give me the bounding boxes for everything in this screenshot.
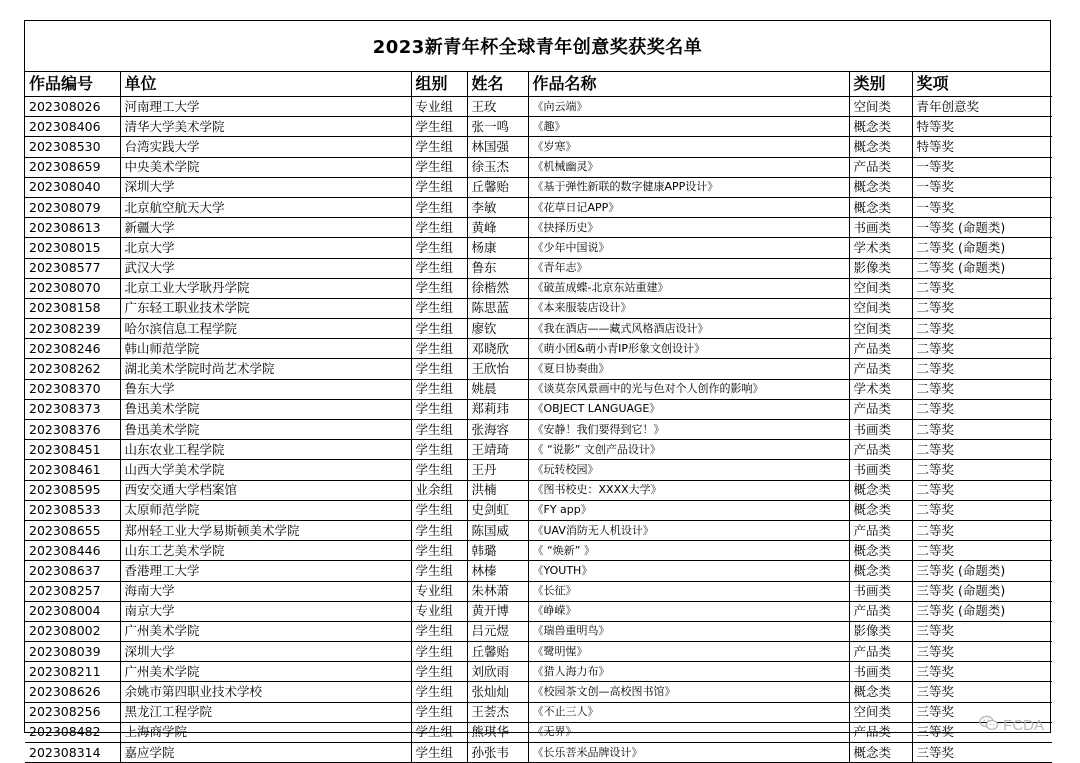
cell-name: 黄开博	[467, 601, 528, 621]
cell-group: 学生组	[411, 298, 467, 318]
header-id: 作品编号	[25, 72, 120, 97]
cell-id: 202308530	[25, 137, 120, 157]
cell-id: 202308370	[25, 379, 120, 399]
cell-name: 熊琪华	[467, 722, 528, 742]
cell-award: 青年创意奖	[912, 97, 1052, 117]
cell-work: 《 “焕新” 》	[528, 541, 849, 561]
cell-name: 鲁东	[467, 258, 528, 278]
cell-award: 一等奖	[912, 157, 1052, 177]
cell-unit: 清华大学美术学院	[120, 117, 411, 137]
cell-group: 学生组	[411, 682, 467, 702]
cell-name: 张一鸣	[467, 117, 528, 137]
cell-unit: 河南理工大学	[120, 97, 411, 117]
cell-id: 202308246	[25, 339, 120, 359]
cell-award: 二等奖	[912, 359, 1052, 379]
cell-group: 学生组	[411, 541, 467, 561]
cell-unit: 鲁迅美术学院	[120, 399, 411, 419]
cell-category: 产品类	[849, 359, 912, 379]
table-row	[25, 621, 1052, 641]
table-row	[25, 298, 1052, 318]
cell-work: 《抉择历史》	[528, 218, 849, 238]
cell-award: 二等奖	[912, 339, 1052, 359]
cell-category: 产品类	[849, 157, 912, 177]
table-row	[25, 420, 1052, 440]
cell-category: 书画类	[849, 460, 912, 480]
cell-award: 三等奖	[912, 743, 1052, 763]
table-row	[25, 278, 1052, 298]
cell-work: 《岁寒》	[528, 137, 849, 157]
table-row	[25, 137, 1052, 157]
cell-name: 王靖琦	[467, 440, 528, 460]
cell-name: 李敏	[467, 197, 528, 217]
cell-award: 二等奖	[912, 379, 1052, 399]
table-row	[25, 520, 1052, 540]
cell-work: 《 “说影” 文创产品设计》	[528, 440, 849, 460]
cell-unit: 韩山师范学院	[120, 339, 411, 359]
page-title: 2023新青年杯全球青年创意奖获奖名单	[25, 21, 1050, 72]
table-row	[25, 97, 1052, 117]
table-row	[25, 399, 1052, 419]
cell-work: 《UAV消防无人机设计》	[528, 520, 849, 540]
table-row	[25, 500, 1052, 520]
cell-name: 王荟杰	[467, 702, 528, 722]
cell-group: 学生组	[411, 278, 467, 298]
cell-name: 王丹	[467, 460, 528, 480]
table-row	[25, 460, 1052, 480]
cell-category: 空间类	[849, 97, 912, 117]
cell-name: 刘欣雨	[467, 662, 528, 682]
header-work: 作品名称	[528, 72, 849, 97]
cell-name: 黄峰	[467, 218, 528, 238]
cell-id: 202308373	[25, 399, 120, 419]
cell-id: 202308257	[25, 581, 120, 601]
cell-unit: 太原师范学院	[120, 500, 411, 520]
cell-award: 二等奖	[912, 500, 1052, 520]
cell-id: 202308637	[25, 561, 120, 581]
cell-id: 202308004	[25, 601, 120, 621]
cell-unit: 武汉大学	[120, 258, 411, 278]
cell-group: 学生组	[411, 743, 467, 763]
cell-group: 学生组	[411, 117, 467, 137]
cell-name: 徐玉杰	[467, 157, 528, 177]
cell-unit: 余姚市第四职业技术学校	[120, 682, 411, 702]
cell-category: 产品类	[849, 440, 912, 460]
cell-name: 陈思蓝	[467, 298, 528, 318]
cell-id: 202308256	[25, 702, 120, 722]
cell-name: 张灿灿	[467, 682, 528, 702]
cell-work: 《长乐菩米品牌设计》	[528, 743, 849, 763]
table-row	[25, 319, 1052, 339]
cell-group: 学生组	[411, 520, 467, 540]
cell-unit: 黑龙江工程学院	[120, 702, 411, 722]
cell-category: 概念类	[849, 117, 912, 137]
cell-award: 一等奖	[912, 177, 1052, 197]
cell-unit: 山东工艺美术学院	[120, 541, 411, 561]
cell-award: 一等奖	[912, 197, 1052, 217]
cell-group: 学生组	[411, 177, 467, 197]
cell-group: 学生组	[411, 642, 467, 662]
cell-award: 二等奖	[912, 319, 1052, 339]
header-group: 组别	[411, 72, 467, 97]
cell-name: 张海容	[467, 420, 528, 440]
cell-award: 三等奖	[912, 702, 1052, 722]
cell-group: 专业组	[411, 97, 467, 117]
cell-id: 202308613	[25, 218, 120, 238]
cell-id: 202308451	[25, 440, 120, 460]
cell-work: 《瑞兽重明鸟》	[528, 621, 849, 641]
cell-name: 廖钦	[467, 319, 528, 339]
cell-award: 特等奖	[912, 137, 1052, 157]
cell-group: 学生组	[411, 157, 467, 177]
table-row	[25, 218, 1052, 238]
table-row	[25, 117, 1052, 137]
cell-category: 概念类	[849, 682, 912, 702]
table-row	[25, 662, 1052, 682]
cell-id: 202308659	[25, 157, 120, 177]
wechat-icon	[979, 715, 999, 735]
cell-category: 产品类	[849, 399, 912, 419]
cell-unit: 嘉应学院	[120, 743, 411, 763]
cell-category: 书画类	[849, 581, 912, 601]
cell-category: 概念类	[849, 480, 912, 500]
cell-name: 孙张韦	[467, 743, 528, 763]
cell-name: 史剑虹	[467, 500, 528, 520]
cell-work: 《我在酒店——藏式风格酒店设计》	[528, 319, 849, 339]
cell-award: 三等奖	[912, 662, 1052, 682]
cell-group: 学生组	[411, 399, 467, 419]
cell-group: 专业组	[411, 601, 467, 621]
cell-work: 《花草日记APP》	[528, 197, 849, 217]
cell-id: 202308314	[25, 743, 120, 763]
cell-unit: 郑州轻工业大学易斯顿美术学院	[120, 520, 411, 540]
cell-unit: 台湾实践大学	[120, 137, 411, 157]
header-award: 奖项	[912, 72, 1052, 97]
cell-unit: 北京工业大学耿丹学院	[120, 278, 411, 298]
cell-award: 二等奖	[912, 278, 1052, 298]
cell-category: 产品类	[849, 642, 912, 662]
header-unit: 单位	[120, 72, 411, 97]
cell-group: 学生组	[411, 137, 467, 157]
cell-award: 二等奖	[912, 420, 1052, 440]
table-row	[25, 601, 1052, 621]
cell-group: 学生组	[411, 722, 467, 742]
cell-work: 《OBJECT LANGUAGE》	[528, 399, 849, 419]
table-row	[25, 379, 1052, 399]
cell-name: 郑莉玮	[467, 399, 528, 419]
table-row	[25, 682, 1052, 702]
cell-group: 学生组	[411, 238, 467, 258]
cell-id: 202308461	[25, 460, 120, 480]
cell-work: 《青年志》	[528, 258, 849, 278]
cell-unit: 西安交通大学档案馆	[120, 480, 411, 500]
cell-name: 王欣怡	[467, 359, 528, 379]
cell-award: 三等奖 (命题类)	[912, 601, 1052, 621]
cell-id: 202308026	[25, 97, 120, 117]
cell-name: 陈国威	[467, 520, 528, 540]
cell-unit: 山东农业工程学院	[120, 440, 411, 460]
cell-category: 概念类	[849, 561, 912, 581]
cell-category: 概念类	[849, 197, 912, 217]
table-row	[25, 581, 1052, 601]
table-row	[25, 743, 1052, 763]
cell-id: 202308211	[25, 662, 120, 682]
cell-award: 二等奖 (命题类)	[912, 238, 1052, 258]
cell-award: 特等奖	[912, 117, 1052, 137]
cell-category: 概念类	[849, 137, 912, 157]
cell-work: 《安静！我们要得到它！》	[528, 420, 849, 440]
cell-work: 《破茧成蝶-北京东站重建》	[528, 278, 849, 298]
cell-id: 202308577	[25, 258, 120, 278]
table-row	[25, 480, 1052, 500]
cell-name: 丘馨贻	[467, 177, 528, 197]
cell-category: 概念类	[849, 500, 912, 520]
cell-name: 林榛	[467, 561, 528, 581]
cell-unit: 鲁东大学	[120, 379, 411, 399]
cell-award: 二等奖	[912, 541, 1052, 561]
cell-id: 202308406	[25, 117, 120, 137]
cell-work: 《YOUTH》	[528, 561, 849, 581]
cell-work: 《玩转校园》	[528, 460, 849, 480]
cell-group: 学生组	[411, 500, 467, 520]
cell-work: 《谈莫奈风景画中的光与色对个人创作的影响》	[528, 379, 849, 399]
table-row	[25, 722, 1052, 742]
cell-unit: 哈尔滨信息工程学院	[120, 319, 411, 339]
cell-work: 《图书校史：XXXX大学》	[528, 480, 849, 500]
cell-name: 吕元煜	[467, 621, 528, 641]
cell-work: 《长征》	[528, 581, 849, 601]
cell-group: 学生组	[411, 621, 467, 641]
cell-category: 影像类	[849, 621, 912, 641]
cell-id: 202308079	[25, 197, 120, 217]
table-row	[25, 541, 1052, 561]
cell-category: 产品类	[849, 520, 912, 540]
cell-unit: 南京大学	[120, 601, 411, 621]
cell-category: 概念类	[849, 177, 912, 197]
cell-group: 学生组	[411, 339, 467, 359]
cell-work: 《鹭明惺》	[528, 642, 849, 662]
cell-award: 二等奖	[912, 460, 1052, 480]
cell-unit: 上海商学院	[120, 722, 411, 742]
cell-work: 《校园茶文创—高校图书馆》	[528, 682, 849, 702]
award-table	[25, 72, 1052, 763]
cell-name: 丘馨贻	[467, 642, 528, 662]
cell-group: 学生组	[411, 258, 467, 278]
cell-id: 202308039	[25, 642, 120, 662]
watermark	[979, 715, 1044, 735]
cell-work: 《FY app》	[528, 500, 849, 520]
cell-id: 202308070	[25, 278, 120, 298]
cell-unit: 香港理工大学	[120, 561, 411, 581]
cell-unit: 广州美术学院	[120, 662, 411, 682]
cell-name: 姚晨	[467, 379, 528, 399]
cell-id: 202308446	[25, 541, 120, 561]
cell-id: 202308655	[25, 520, 120, 540]
cell-unit: 北京大学	[120, 238, 411, 258]
cell-award: 三等奖 (命题类)	[912, 581, 1052, 601]
cell-category: 书画类	[849, 420, 912, 440]
cell-work: 《萌小团&萌小青IP形象文创设计》	[528, 339, 849, 359]
cell-category: 影像类	[849, 258, 912, 278]
cell-award: 二等奖	[912, 440, 1052, 460]
header-row	[25, 72, 1052, 97]
cell-award: 二等奖	[912, 480, 1052, 500]
cell-unit: 广东轻工职业技术学院	[120, 298, 411, 318]
cell-category: 概念类	[849, 743, 912, 763]
award-list-sheet	[24, 20, 1051, 760]
cell-group: 学生组	[411, 561, 467, 581]
cell-id: 202308595	[25, 480, 120, 500]
cell-award: 三等奖	[912, 621, 1052, 641]
table-row	[25, 197, 1052, 217]
cell-category: 空间类	[849, 278, 912, 298]
cell-work: 《无界》	[528, 722, 849, 742]
cell-name: 邓晓欣	[467, 339, 528, 359]
cell-unit: 中央美术学院	[120, 157, 411, 177]
cell-category: 书画类	[849, 662, 912, 682]
cell-unit: 山西大学美术学院	[120, 460, 411, 480]
cell-award: 二等奖	[912, 399, 1052, 419]
cell-id: 202308158	[25, 298, 120, 318]
cell-unit: 广州美术学院	[120, 621, 411, 641]
cell-category: 产品类	[849, 601, 912, 621]
cell-id: 202308239	[25, 319, 120, 339]
cell-work: 《夏日协奏曲》	[528, 359, 849, 379]
cell-group: 学生组	[411, 662, 467, 682]
cell-award: 二等奖	[912, 520, 1052, 540]
table-row	[25, 642, 1052, 662]
cell-name: 林国强	[467, 137, 528, 157]
cell-group: 学生组	[411, 218, 467, 238]
cell-name: 韩璐	[467, 541, 528, 561]
table-row	[25, 561, 1052, 581]
cell-category: 空间类	[849, 298, 912, 318]
cell-id: 202308533	[25, 500, 120, 520]
cell-work: 《少年中国说》	[528, 238, 849, 258]
cell-group: 学生组	[411, 197, 467, 217]
table-row	[25, 157, 1052, 177]
cell-group: 专业组	[411, 581, 467, 601]
cell-name: 王玫	[467, 97, 528, 117]
table-row	[25, 238, 1052, 258]
cell-name: 杨康	[467, 238, 528, 258]
cell-work: 《基于弹性新联的数字健康APP设计》	[528, 177, 849, 197]
table-row	[25, 258, 1052, 278]
cell-category: 产品类	[849, 339, 912, 359]
cell-award: 三等奖	[912, 642, 1052, 662]
cell-work: 《本来服装店设计》	[528, 298, 849, 318]
cell-group: 学生组	[411, 460, 467, 480]
cell-category: 产品类	[849, 722, 912, 742]
cell-id: 202308015	[25, 238, 120, 258]
cell-work: 《峥嵘》	[528, 601, 849, 621]
table-row	[25, 702, 1052, 722]
cell-name: 洪楠	[467, 480, 528, 500]
cell-group: 学生组	[411, 359, 467, 379]
cell-work: 《向云端》	[528, 97, 849, 117]
cell-award: 二等奖 (命题类)	[912, 258, 1052, 278]
cell-group: 学生组	[411, 379, 467, 399]
cell-award: 二等奖	[912, 298, 1052, 318]
cell-category: 学术类	[849, 379, 912, 399]
cell-unit: 深圳大学	[120, 177, 411, 197]
cell-unit: 北京航空航天大学	[120, 197, 411, 217]
cell-category: 概念类	[849, 541, 912, 561]
table-row	[25, 339, 1052, 359]
cell-id: 202308002	[25, 621, 120, 641]
cell-unit: 新疆大学	[120, 218, 411, 238]
cell-group: 学生组	[411, 702, 467, 722]
table-row	[25, 177, 1052, 197]
cell-unit: 鲁迅美术学院	[120, 420, 411, 440]
table-row	[25, 359, 1052, 379]
cell-work: 《趣》	[528, 117, 849, 137]
cell-category: 空间类	[849, 702, 912, 722]
cell-award: 一等奖 (命题类)	[912, 218, 1052, 238]
cell-id: 202308376	[25, 420, 120, 440]
watermark-text: FCDA	[1003, 716, 1044, 734]
cell-group: 学生组	[411, 440, 467, 460]
cell-category: 书画类	[849, 218, 912, 238]
cell-id: 202308626	[25, 682, 120, 702]
header-name: 姓名	[467, 72, 528, 97]
cell-award: 三等奖	[912, 682, 1052, 702]
cell-group: 业余组	[411, 480, 467, 500]
table-row	[25, 440, 1052, 460]
cell-work: 《机械幽灵》	[528, 157, 849, 177]
cell-work: 《不止三人》	[528, 702, 849, 722]
cell-award: 三等奖	[912, 722, 1052, 742]
cell-group: 学生组	[411, 420, 467, 440]
cell-work: 《猎人海力布》	[528, 662, 849, 682]
header-category: 类别	[849, 72, 912, 97]
cell-category: 学术类	[849, 238, 912, 258]
cell-unit: 湖北美术学院时尚艺术学院	[120, 359, 411, 379]
cell-category: 空间类	[849, 319, 912, 339]
cell-id: 202308482	[25, 722, 120, 742]
cell-name: 朱林萧	[467, 581, 528, 601]
cell-name: 徐楷然	[467, 278, 528, 298]
cell-award: 三等奖 (命题类)	[912, 561, 1052, 581]
cell-group: 学生组	[411, 319, 467, 339]
cell-unit: 深圳大学	[120, 642, 411, 662]
cell-unit: 海南大学	[120, 581, 411, 601]
cell-id: 202308040	[25, 177, 120, 197]
cell-id: 202308262	[25, 359, 120, 379]
